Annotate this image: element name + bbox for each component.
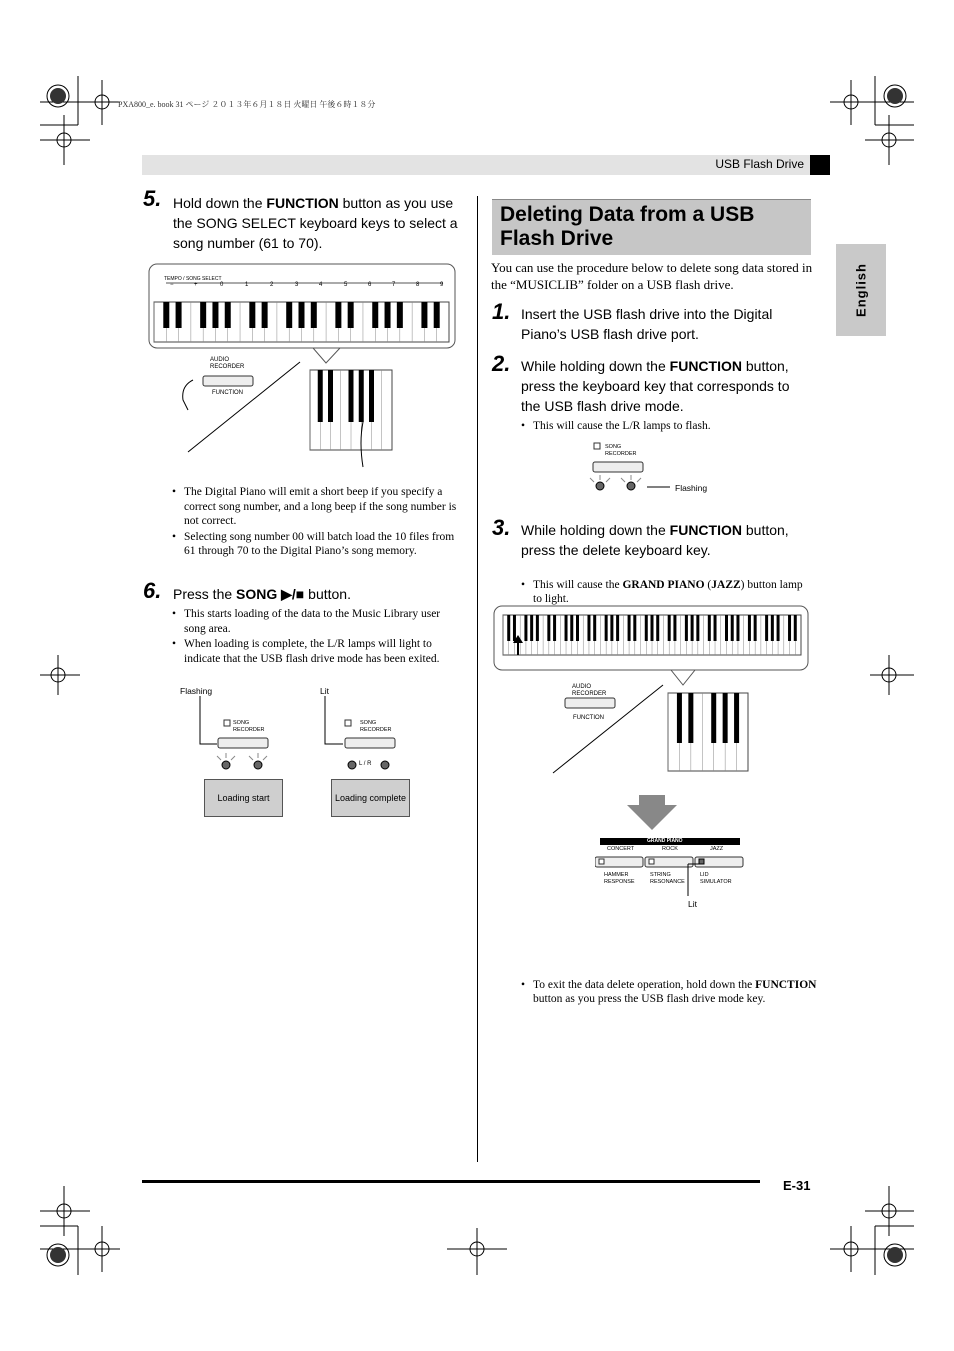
keyboard-diagram [148, 262, 458, 477]
file-info: PXA800_e. book 31 ページ ２０１３年６月１８日 火曜日 午後６時１８分 [118, 100, 376, 109]
audio-recorder-label: AUDIO RECORDER [572, 684, 607, 697]
audio-recorder-label: AUDIO RECORDER [210, 357, 245, 370]
lid-simulator-label: LID SIMULATOR [700, 872, 732, 885]
step-3-number: 3. [492, 515, 511, 540]
note-item: • When loading is complete, the L/R lamps will light to indicate that the USB flash drive mode has been exited. [172, 637, 462, 666]
exit-note: • To exit the data delete operation, hold down the FUNCTION button as you press the USB flash drive mode key. [521, 978, 823, 1007]
down-arrow-icon [625, 795, 679, 831]
song-recorder-label: SONG RECORDER [605, 444, 637, 457]
section-label: USB Flash Drive [715, 157, 804, 171]
key-digit: 0 [220, 282, 224, 288]
function-label: FUNCTION [212, 390, 243, 396]
intro-text: You can use the procedure below to delete song data stored in the “MUSICLIB” folder on a USB flash drive. [491, 260, 813, 292]
grand-piano-label: GRAND PIANO [647, 838, 683, 844]
hammer-response-label: HAMMER RESPONSE [604, 872, 635, 885]
tempo-song-select-label: TEMPO / SONG SELECT [164, 276, 222, 282]
note-item: • Selecting song number 00 will batch load the 10 files from 61 through 70 to the Digital Piano’s song memory. [172, 530, 462, 559]
note-item: • This starts loading of the data to the Music Library user song area. [172, 607, 462, 636]
page-number: E-31 [783, 1178, 811, 1193]
step-5-notes [172, 485, 462, 559]
loading-complete-box: Loading complete [331, 779, 410, 817]
column-divider [477, 196, 478, 1162]
lamp-diagram [195, 696, 415, 786]
song-recorder-label: SONG RECORDER [360, 720, 392, 733]
jazz-label: JAZZ [710, 846, 724, 852]
key-digit: − [170, 282, 174, 288]
key-digit: 6 [368, 282, 372, 288]
step-6-number: 6. [143, 578, 162, 603]
key-digit: 1 [245, 282, 249, 288]
flashing-label: Flashing [675, 483, 708, 493]
step-6-notes [172, 607, 462, 666]
step-1-number: 1. [492, 299, 511, 324]
lit-label: Lit [688, 899, 697, 909]
string-resonance-label: STRING RESONANCE [650, 872, 685, 885]
step-5-number: 5. [143, 186, 162, 211]
function-label: FUNCTION [573, 715, 604, 721]
flashing-label: Flashing [180, 686, 213, 696]
key-digit: 4 [319, 282, 323, 288]
key-digit: 2 [270, 282, 274, 288]
loading-start-box: Loading start [204, 779, 283, 817]
lit-label: Lit [320, 686, 329, 696]
key-digit: 8 [416, 282, 420, 288]
key-digit: 9 [440, 282, 444, 288]
step-2-text: While holding down the FUNCTION button, press the keyboard key that corresponds to the USB flash drive mode. [521, 358, 790, 414]
section-title: Deleting Data from a USB Flash Drive [500, 203, 755, 250]
footer-rule [142, 1180, 760, 1183]
lr-label: L / R [359, 761, 372, 767]
step-2-number: 2. [492, 351, 511, 376]
key-digit: + [194, 282, 198, 288]
language-label: English [853, 263, 869, 317]
delete-keyboard-diagram [493, 605, 811, 780]
note-item: • The Digital Piano will emit a short beep if you specify a correct song number, and a long beep if the song number is not correct. [172, 485, 462, 529]
header-bar [142, 155, 810, 175]
key-digit: 3 [295, 282, 299, 288]
section-title-box [492, 199, 811, 255]
concert-label: CONCERT [607, 846, 635, 852]
key-digit: 5 [344, 282, 348, 288]
step-2-note: • This will cause the L/R lamps to flash. [521, 419, 823, 434]
step-3-text: While holding down the FUNCTION button, press the delete keyboard key. [521, 522, 789, 558]
header-block [810, 155, 830, 175]
step-6-text: Press the SONG ▶/■ button. [173, 586, 351, 602]
language-tab [836, 244, 886, 336]
key-digit: 7 [392, 282, 396, 288]
step-5-text: Hold down the FUNCTION button as you use the SONG SELECT keyboard keys to select a song number (61 to 70). [173, 195, 458, 251]
song-recorder-label: SONG RECORDER [233, 720, 265, 733]
rock-label: ROCK [662, 846, 678, 852]
step-3-note: • This will cause the GRAND PIANO (JAZZ) button lamp to light. [521, 578, 813, 607]
step-1-text: Insert the USB flash drive into the Digital Piano’s USB flash drive port. [521, 306, 773, 342]
